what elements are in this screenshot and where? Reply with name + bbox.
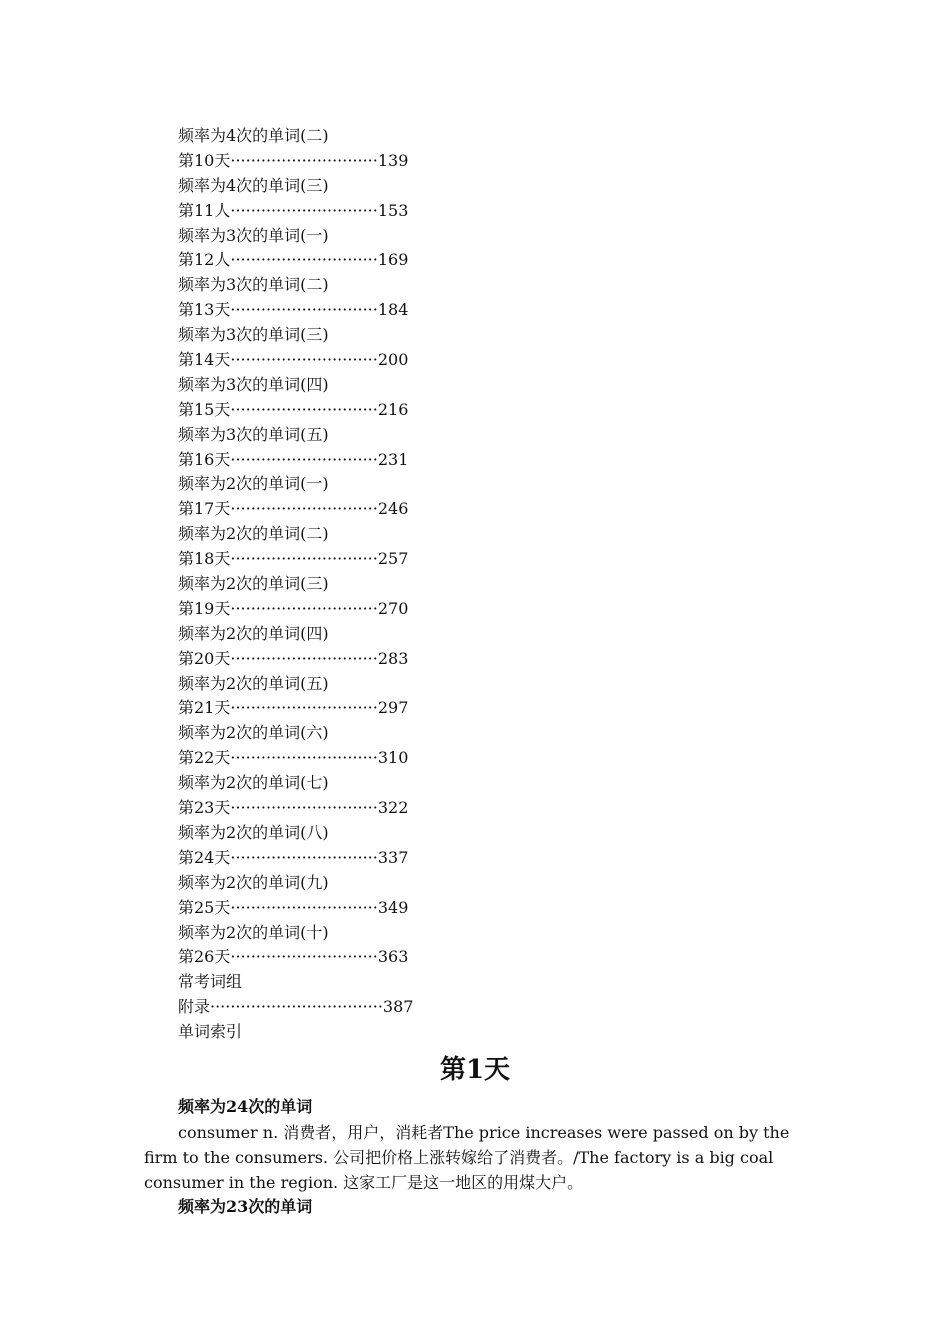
toc-line: 频率为2次的单词(七) [178, 773, 329, 793]
section-heading: 频率为24次的单词 [178, 1097, 313, 1116]
toc-line: 第19天·····························270 [178, 598, 409, 618]
toc-line: 频率为2次的单词(六) [178, 723, 329, 743]
toc-line: 第11人·····························153 [178, 200, 409, 220]
toc-line: 第12人·····························169 [178, 250, 409, 270]
toc-line: 第20天·····························283 [178, 648, 409, 668]
toc-line: 第18天·····························257 [178, 549, 409, 569]
vocabulary-entry: consumer n. 消费者，用户，消耗者The price increases were passed on by the firm to the consumers. 公司把价格上涨转嫁给了消费者。/The factory is a big coal consumer in the region. 这家工厂是这一地区的用煤大户。 [144, 1123, 790, 1192]
toc-line: 频率为3次的单词(二) [178, 275, 329, 295]
toc-line: 频率为2次的单词(一) [178, 474, 329, 494]
toc-line: 第23天·····························322 [178, 798, 409, 818]
toc-line: 第17天·····························246 [178, 499, 409, 519]
toc-line: 频率为2次的单词(八) [178, 822, 329, 842]
toc-line: 频率为2次的单词(九) [178, 872, 329, 892]
toc-line: 频率为3次的单词(一) [178, 225, 329, 245]
toc-line: 第10天·····························139 [178, 150, 409, 170]
table-of-contents [178, 124, 678, 1045]
toc-line: 频率为2次的单词(二) [178, 524, 329, 544]
toc-line: 频率为2次的单词(五) [178, 673, 329, 693]
toc-line: 频率为2次的单词(十) [178, 922, 329, 942]
toc-line: 第16天·····························231 [178, 449, 409, 469]
toc-line: 单词索引 [178, 1022, 243, 1042]
toc-line: 频率为3次的单词(三) [178, 325, 329, 345]
section-heading: 频率为23次的单词 [178, 1197, 313, 1216]
toc-line: 第26天·····························363 [178, 947, 409, 967]
toc-line: 第13天·····························184 [178, 300, 409, 320]
toc-line: 附录··································387 [178, 997, 414, 1017]
chapter-title: 第1天 [439, 1055, 511, 1085]
toc-line: 第15天·····························216 [178, 399, 409, 419]
toc-line: 常考词组 [178, 972, 243, 992]
toc-line: 频率为3次的单词(四) [178, 374, 329, 394]
toc-line: 第21天·····························297 [178, 698, 409, 718]
toc-line: 频率为3次的单词(五) [178, 424, 329, 444]
toc-line: 频率为2次的单词(四) [178, 623, 329, 643]
toc-line: 第24天·····························337 [178, 847, 409, 867]
toc-line: 频率为4次的单词(二) [178, 126, 329, 145]
toc-line: 第22天·····························310 [178, 748, 409, 768]
toc-line: 第25天·····························349 [178, 897, 409, 917]
toc-line: 频率为2次的单词(三) [178, 574, 329, 594]
toc-line: 频率为4次的单词(三) [178, 175, 329, 195]
toc-line: 第14天·····························200 [178, 350, 409, 370]
